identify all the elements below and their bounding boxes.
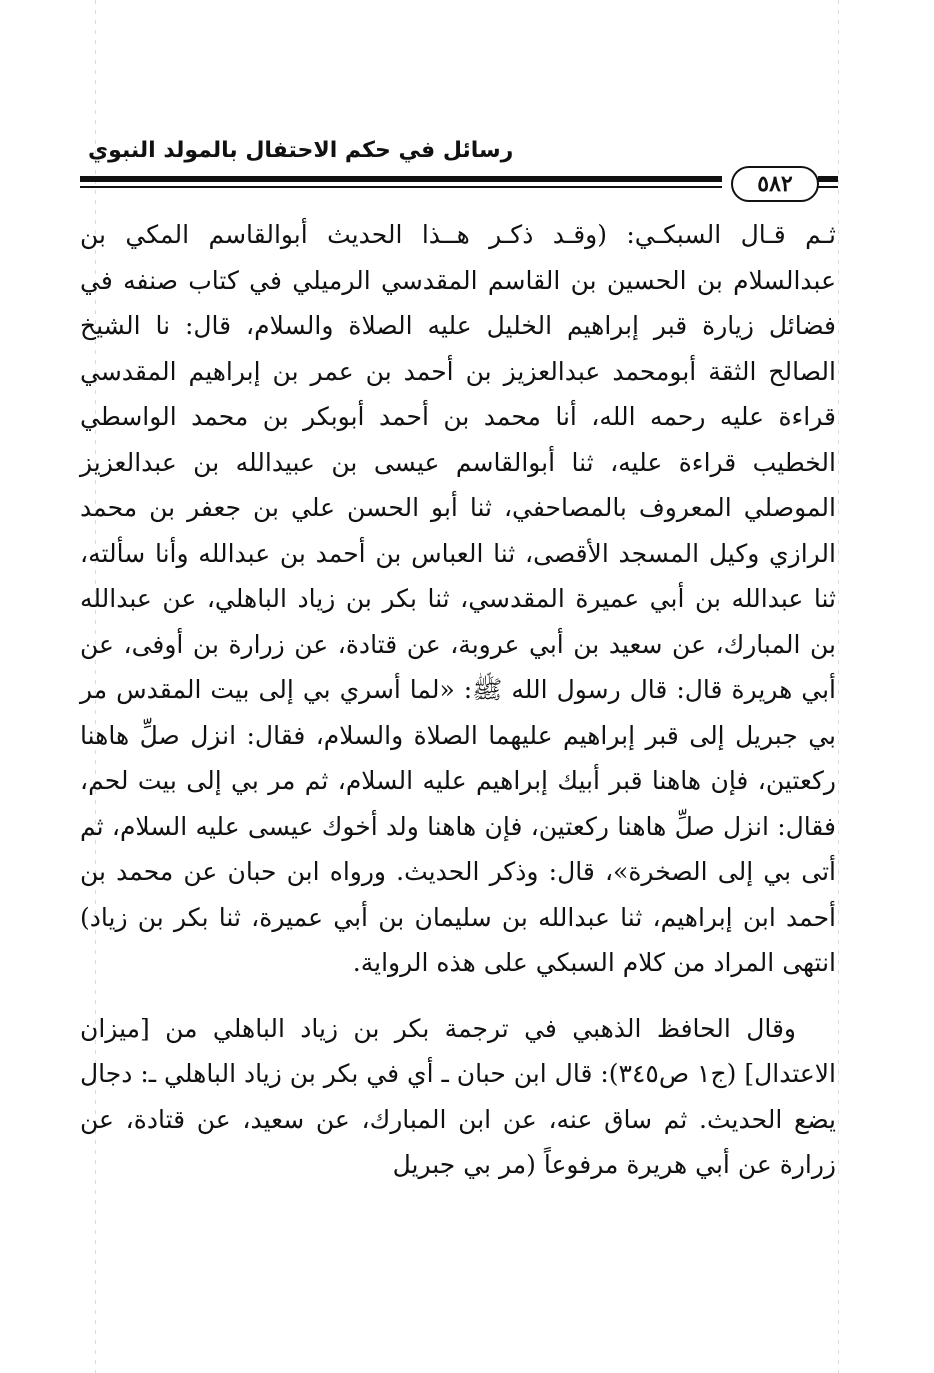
- paragraph: ثـم قـال السبكـي: (وقـد ذكـر هــذا الحديث أبوالقاسم المكي بن عبدالسلام بن الحسين بن القاسم المقدسي الرميلي في كتاب صنفه في فضائل زيارة قبر إبراهيم الخليل عليه الصلاة والسلام، قال: نا الشيخ الصالح الثقة أبومحمد عبدالعزيز بن أحمد بن عمر بن إبراهيم المقدسي قراءة عليه رحمه الله، أنا محمد بن أحمد أبوبكر بن محمد الواسطي الخطيب قراءة عليه، ثنا أبوالقاسم عيسى بن عبيدالله بن عبدالعزيز الموصلي المعروف بالمصاحفي، ثنا أبو الحسن علي بن جعفر بن محمد الرازي وكيل المسجد الأقصى، ثنا العباس بن أحمد بن عبدالله وأنا سألته، ثنا عبدالله بن أبي عميرة المقدسي، ثنا بكر بن زياد الباهلي، عن عبدالله بن المبارك، عن سعيد بن أبي عروبة، عن قتادة، عن زرارة بن أوفى، عن أبي هريرة قال: قال رسول الله ﷺ: «لما أسري بي إلى بيت المقدس مر بي جبريل إلى قبر إبراهيم عليهما الصلاة والسلام، فقال: انزل صلِّ هاهنا ركعتين، فإن هاهنا قبر أبيك إبراهيم عليه السلام، ثم مر بي إلى بيت لحم، فقال: انزل صلِّ هاهنا ركعتين، فإن هاهنا ولد أخوك عيسى عليه السلام، ثم أتى بي إلى الصخرة»، قال: وذكر الحديث. ورواه ابن حبان عن محمد بن أحمد ابن إبراهيم، ثنا عبدالله بن سليمان بن أبي عميرة، ثنا بكر بن زياد) انتهى المراد من كلام السبكي على هذه الرواية.: [80, 220, 836, 977]
- header-rule-left: [80, 176, 722, 182]
- main-text: [80, 212, 836, 1188]
- scan-dotted-margin: [838, 0, 839, 1373]
- header-rule-right: [818, 176, 838, 182]
- paragraph: وقال الحافظ الذهبي في ترجمة بكر بن زياد الباهلي من [ميزان الاعتدال] (ج١ ص٣٤٥): قال ابن حبان ـ أي في بكر بن زياد الباهلي ـ: دجال يضع الحديث. ثم ساق عنه، عن ابن المبارك، عن سعيد، عن قتادة، عن زرارة عن أبي هريرة مرفوعاً (مر بي جبريل: [80, 1013, 836, 1179]
- book-title-header: رسائل في حكم الاحتفال بالمولد النبوي: [88, 138, 514, 163]
- page-number: ٥٨٢: [731, 166, 819, 202]
- header-rule-right-thin: [818, 186, 838, 188]
- header-rule-left-thin: [80, 186, 722, 188]
